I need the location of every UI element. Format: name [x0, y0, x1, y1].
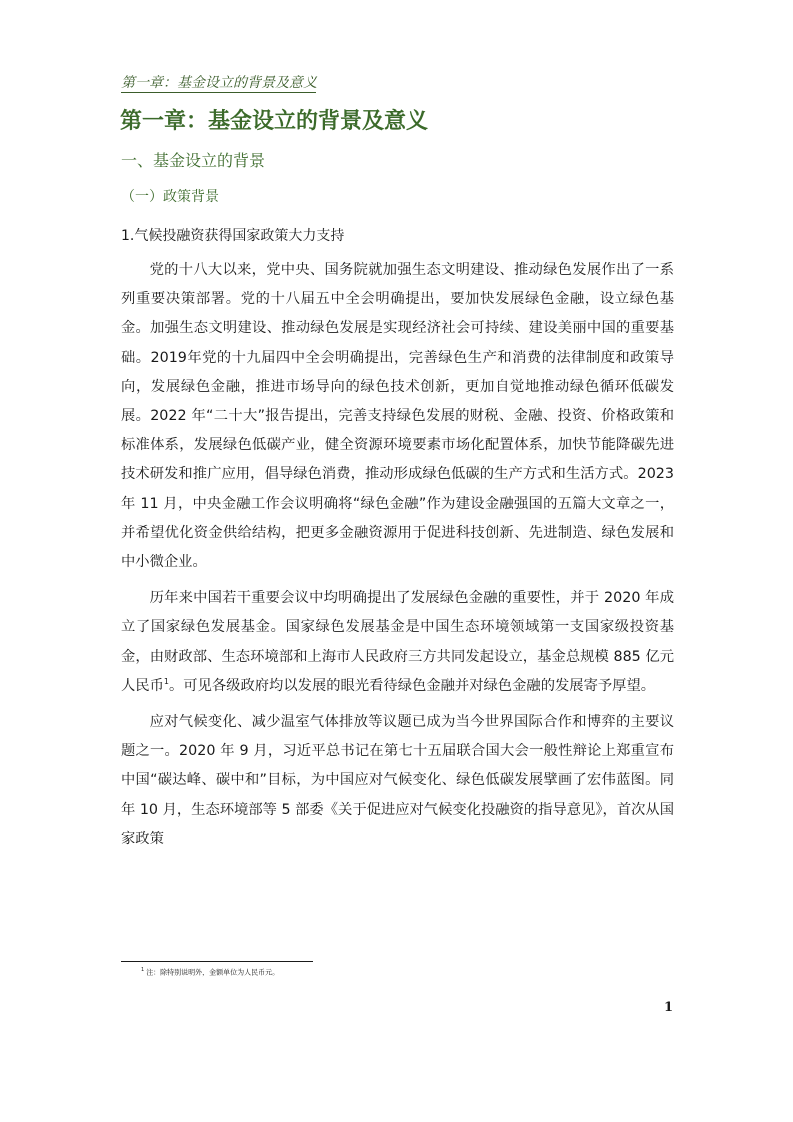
- subsection-title: （一）政策背景: [121, 189, 219, 205]
- paragraph-2: [121, 584, 674, 701]
- body-text: [121, 256, 674, 854]
- footnote-reference[interactable]: 1: [163, 677, 169, 687]
- item-title: 1.气候投融资获得国家政策大力支持: [121, 228, 345, 244]
- paragraph-1: [121, 256, 674, 577]
- section-title: 一、基金设立的背景: [121, 151, 266, 170]
- paragraph-2-tail: 。可见各级政府均以发展的眼光看待绿色金融并对绿色金融的发展寄予厚望。: [168, 677, 656, 694]
- running-header: 第一章：基金设立的背景及意义: [121, 75, 317, 91]
- footnote-marker: 1: [141, 967, 145, 973]
- paragraph-3-text: 应对气候变化、减少温室气体排放等议题已成为当今世界国际合作和博弈的主要议题之一。2020 年 9 月，习近平总书记在第七十五届联合国大会一般性辩论上郑重宣布中国“碳达峰、碳中和”目标，为中国应对气候变化、绿色低碳发展擘画了宏伟蓝图。同年 10 月，生态环境部等 5 部委《关于促进应对气候变化投融资的指导意见》，首次从国家政策: [121, 714, 675, 847]
- paragraph-2-text: 历年来中国若干重要会议中均明确提出了发展绿色金融的重要性，并于 2020 年成立了国家绿色发展基金。国家绿色发展基金是中国生态环境领域第一支国家级投资基金，由财政部、生态环境部和上海市人民政府三方共同发起设立，基金总规模 885 亿元人民币: [121, 590, 674, 694]
- footnote: [141, 967, 279, 977]
- footnote-separator: [121, 961, 313, 962]
- page-number: 1: [664, 1000, 674, 1015]
- chapter-title: 第一章：基金设立的背景及意义: [120, 108, 429, 134]
- paragraph-1-text: 党的十八大以来，党中央、国务院就加强生态文明建设、推动绿色发展作出了一系列重要决策部署。党的十八届五中全会明确提出，要加快发展绿色金融，设立绿色基金。加强生态文明建设、推动绿色发展是实现经济社会可持续、建设美丽中国的重要基础。2019年党的十九届四中全会明确提出，完善绿色生产和消费的法律制度和政策导向，发展绿色金融，推进市场导向的绿色技术创新，更加自觉地推动绿色循环低碳发展。2022 年“二十大”报告提出，完善支持绿色发展的财税、金融、投资、价格政策和标准体系，发展绿色低碳产业，健全资源环境要素市场化配置体系，加快节能降碳先进技术研发和推广应用，倡导绿色消费，推动形成绿色低碳的生产方式和生活方式。2023 年 11 月，中央金融工作会议明确将“绿色金融”作为建设金融强国的五篇大文章之一，并希望优化资金供给结构，把更多金融资源用于促进科技创新、先进制造、绿色发展和中小微企业。: [121, 262, 674, 571]
- footnote-text: 注：除特别说明外，金额单位为人民币元。: [146, 968, 280, 977]
- paragraph-3: [121, 708, 674, 854]
- running-header-rule: [121, 92, 316, 93]
